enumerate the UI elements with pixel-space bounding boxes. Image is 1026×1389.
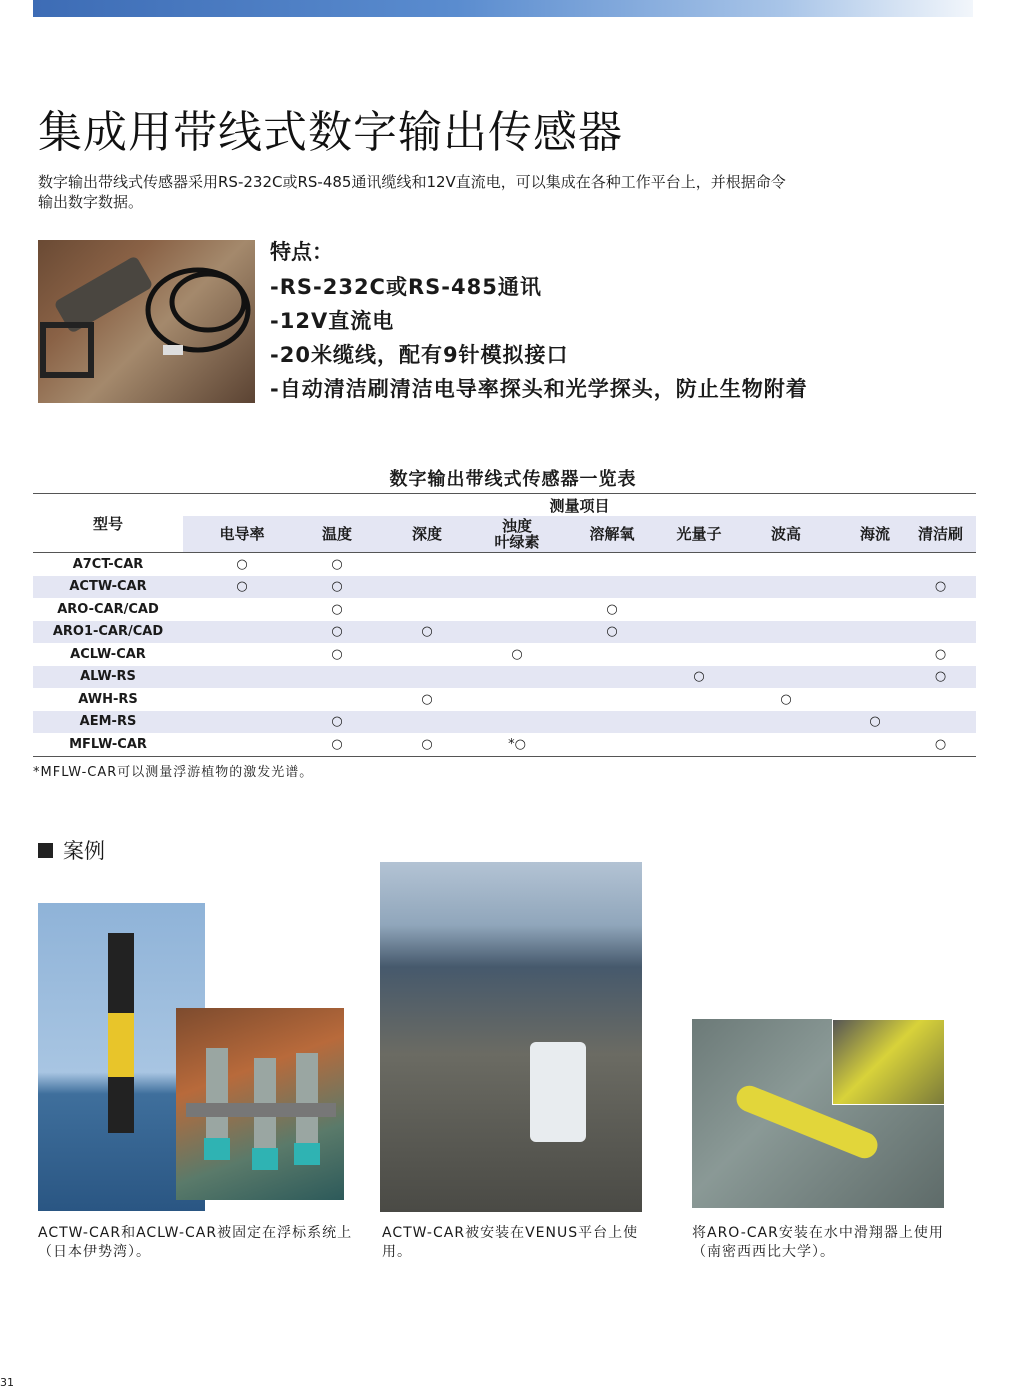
measurement-cell	[727, 666, 845, 689]
model-cell: AEM-RS	[33, 711, 183, 734]
measurement-cell	[373, 666, 481, 689]
venus-platform-photo	[380, 862, 642, 1212]
measurement-cell: ○	[183, 553, 301, 576]
measurement-cell	[671, 733, 727, 756]
measurement-cell	[905, 621, 976, 644]
measurement-cell	[905, 711, 976, 734]
intro-paragraph: 数字输出带线式传感器采用RS-232C或RS-485通讯缆线和12V直流电，可以集成在各种工作平台上，并根据命令输出数字数据。	[38, 173, 786, 211]
mounted-sensors-photo	[176, 1008, 344, 1200]
table-row	[33, 621, 976, 644]
measurement-cell	[553, 688, 671, 711]
measurement-cell: ○	[905, 576, 976, 599]
glider-photo	[692, 1019, 944, 1208]
model-cell: ACLW-CAR	[70, 646, 146, 662]
sensor-illustration	[38, 240, 255, 403]
model-cell: AWH-RS	[78, 691, 138, 707]
measurement-cell	[845, 598, 905, 621]
measurement-cell	[845, 643, 905, 666]
measurement-cell	[373, 643, 481, 666]
measurement-cell	[183, 688, 301, 711]
measurement-cell	[845, 553, 905, 576]
header-color-bar	[33, 0, 973, 17]
measurement-cell: ○	[606, 601, 618, 617]
table-row	[33, 553, 976, 576]
measurement-cell: ○	[301, 553, 373, 576]
measurement-cell	[845, 688, 905, 711]
table-row	[33, 733, 976, 756]
case-caption: ACTW-CAR被安装在VENUS平台上使用。	[382, 1225, 639, 1260]
table-title: 数字输出带线式传感器一览表	[389, 469, 637, 490]
measurement-cell	[553, 666, 671, 689]
table-row	[33, 598, 976, 621]
measurement-cell	[481, 688, 553, 711]
measurement-cell	[905, 598, 976, 621]
features-block	[270, 238, 808, 406]
measurement-cell	[727, 576, 845, 599]
table-row	[33, 688, 976, 711]
measurement-cell	[481, 598, 553, 621]
cases-heading	[38, 835, 105, 865]
measurement-cell	[553, 711, 671, 734]
measurement-cell	[373, 576, 481, 599]
page-title: 集成用带线式数字输出传感器	[38, 107, 623, 158]
measurement-cell	[553, 733, 671, 756]
column-header: 波高	[727, 516, 845, 553]
measurement-cell	[183, 621, 301, 644]
page-number: 31	[0, 1376, 14, 1389]
measurement-cell	[727, 598, 845, 621]
features-heading: 特点：	[270, 240, 333, 264]
measurement-cell	[481, 576, 553, 599]
measurement-cell	[671, 598, 727, 621]
measurement-cell	[553, 553, 671, 576]
measurement-cell	[905, 553, 976, 576]
measurement-cell	[671, 711, 727, 734]
model-cell: ALW-RS	[33, 666, 183, 689]
measurement-cell	[183, 643, 301, 666]
measurement-cell: ○	[301, 621, 373, 644]
measurement-cell: ○	[671, 666, 727, 689]
cases-heading-label: 案例	[63, 839, 105, 863]
measurement-cell	[481, 711, 553, 734]
measurement-cell	[183, 666, 301, 689]
measurement-cell: ○	[553, 621, 671, 644]
measurement-cell	[727, 733, 845, 756]
sensors-illustration	[176, 1008, 344, 1200]
buoy-illustration	[108, 933, 134, 1133]
square-bullet-icon	[38, 843, 53, 858]
measurement-cell	[845, 666, 905, 689]
measurement-cell: *○	[481, 733, 553, 756]
column-header: 海流	[845, 516, 905, 553]
case-caption: ACTW-CAR和ACLW-CAR被固定在浮标系统上（日本伊势湾）。	[38, 1225, 353, 1260]
column-header: 清洁刷	[905, 516, 976, 553]
measurement-cell	[905, 688, 976, 711]
table-row	[33, 576, 976, 599]
measurement-cell	[845, 576, 905, 599]
measurement-cell	[671, 688, 727, 711]
column-header: 深度	[373, 516, 481, 553]
measurement-cell	[481, 666, 553, 689]
measurement-cell: ○	[301, 576, 373, 599]
measurement-cell	[727, 553, 845, 576]
measurement-cell: ○	[511, 646, 523, 662]
measurement-cell	[671, 553, 727, 576]
measurement-cell	[553, 643, 671, 666]
measurement-cell: ○	[373, 733, 481, 756]
measurement-group-header: 测量项目	[183, 494, 976, 517]
measurement-cell: ○	[905, 733, 976, 756]
measurement-cell	[481, 553, 553, 576]
measurement-cell	[183, 598, 301, 621]
measurement-cell: ○	[934, 646, 947, 662]
measurement-cell	[183, 711, 301, 734]
measurement-cell	[845, 621, 905, 644]
venus-sensor-illustration	[530, 1042, 586, 1142]
measurement-cell	[553, 576, 671, 599]
measurement-cell: ○	[373, 621, 481, 644]
model-cell: A7CT-CAR	[33, 553, 183, 576]
measurement-cell	[727, 621, 845, 644]
table-footnote: *MFLW-CAR可以测量浮游植物的激发光谱。	[33, 765, 314, 780]
measurement-cell: ○	[780, 691, 792, 707]
table-row	[33, 643, 976, 666]
measurement-cell	[373, 711, 481, 734]
measurement-cell	[845, 733, 905, 756]
feature-item: -12V直流电	[270, 309, 395, 333]
sensor-spec-table	[33, 493, 976, 757]
glider-inset-photo	[832, 1019, 944, 1105]
model-column-header: 型号	[33, 494, 183, 553]
feature-item: -自动清洁刷清洁电导率探头和光学探头，防止生物附着	[270, 377, 808, 401]
model-cell: ARO1-CAR/CAD	[33, 621, 183, 644]
measurement-cell	[301, 688, 373, 711]
measurement-cell: ○	[183, 576, 301, 599]
column-header: 浊度 叶绿素	[481, 516, 553, 553]
model-cell: ARO-CAR/CAD	[57, 601, 159, 617]
feature-item: -20米缆线，配有9针模拟接口	[270, 343, 569, 367]
column-header: 电导率	[183, 516, 301, 553]
measurement-cell	[671, 621, 727, 644]
measurement-cell: ○	[421, 691, 433, 707]
table-row	[33, 711, 976, 734]
measurement-cell	[301, 666, 373, 689]
measurement-cell: ○	[301, 711, 373, 734]
column-header: 光量子	[671, 516, 727, 553]
model-cell: MFLW-CAR	[33, 733, 183, 756]
measurement-cell	[183, 733, 301, 756]
measurement-cell: ○	[845, 711, 905, 734]
feature-item: -RS-232C或RS-485通讯	[270, 275, 542, 299]
model-cell: ACTW-CAR	[33, 576, 183, 599]
table-row	[33, 666, 976, 689]
measurement-cell: ○	[331, 601, 343, 617]
measurement-cell	[373, 598, 481, 621]
column-header: 温度	[301, 516, 373, 553]
measurement-cell: ○	[905, 666, 976, 689]
measurement-cell	[671, 643, 727, 666]
measurement-cell	[373, 553, 481, 576]
measurement-cell: ○	[331, 646, 343, 662]
column-header: 溶解氧	[553, 516, 671, 553]
measurement-cell	[727, 643, 845, 666]
measurement-cell	[481, 621, 553, 644]
measurement-cell: ○	[301, 733, 373, 756]
measurement-cell	[671, 576, 727, 599]
sensor-product-photo	[38, 240, 255, 403]
measurement-cell	[727, 711, 845, 734]
case-caption: 将ARO-CAR安装在水中滑翔器上使用（南密西西比大学）。	[692, 1225, 944, 1260]
